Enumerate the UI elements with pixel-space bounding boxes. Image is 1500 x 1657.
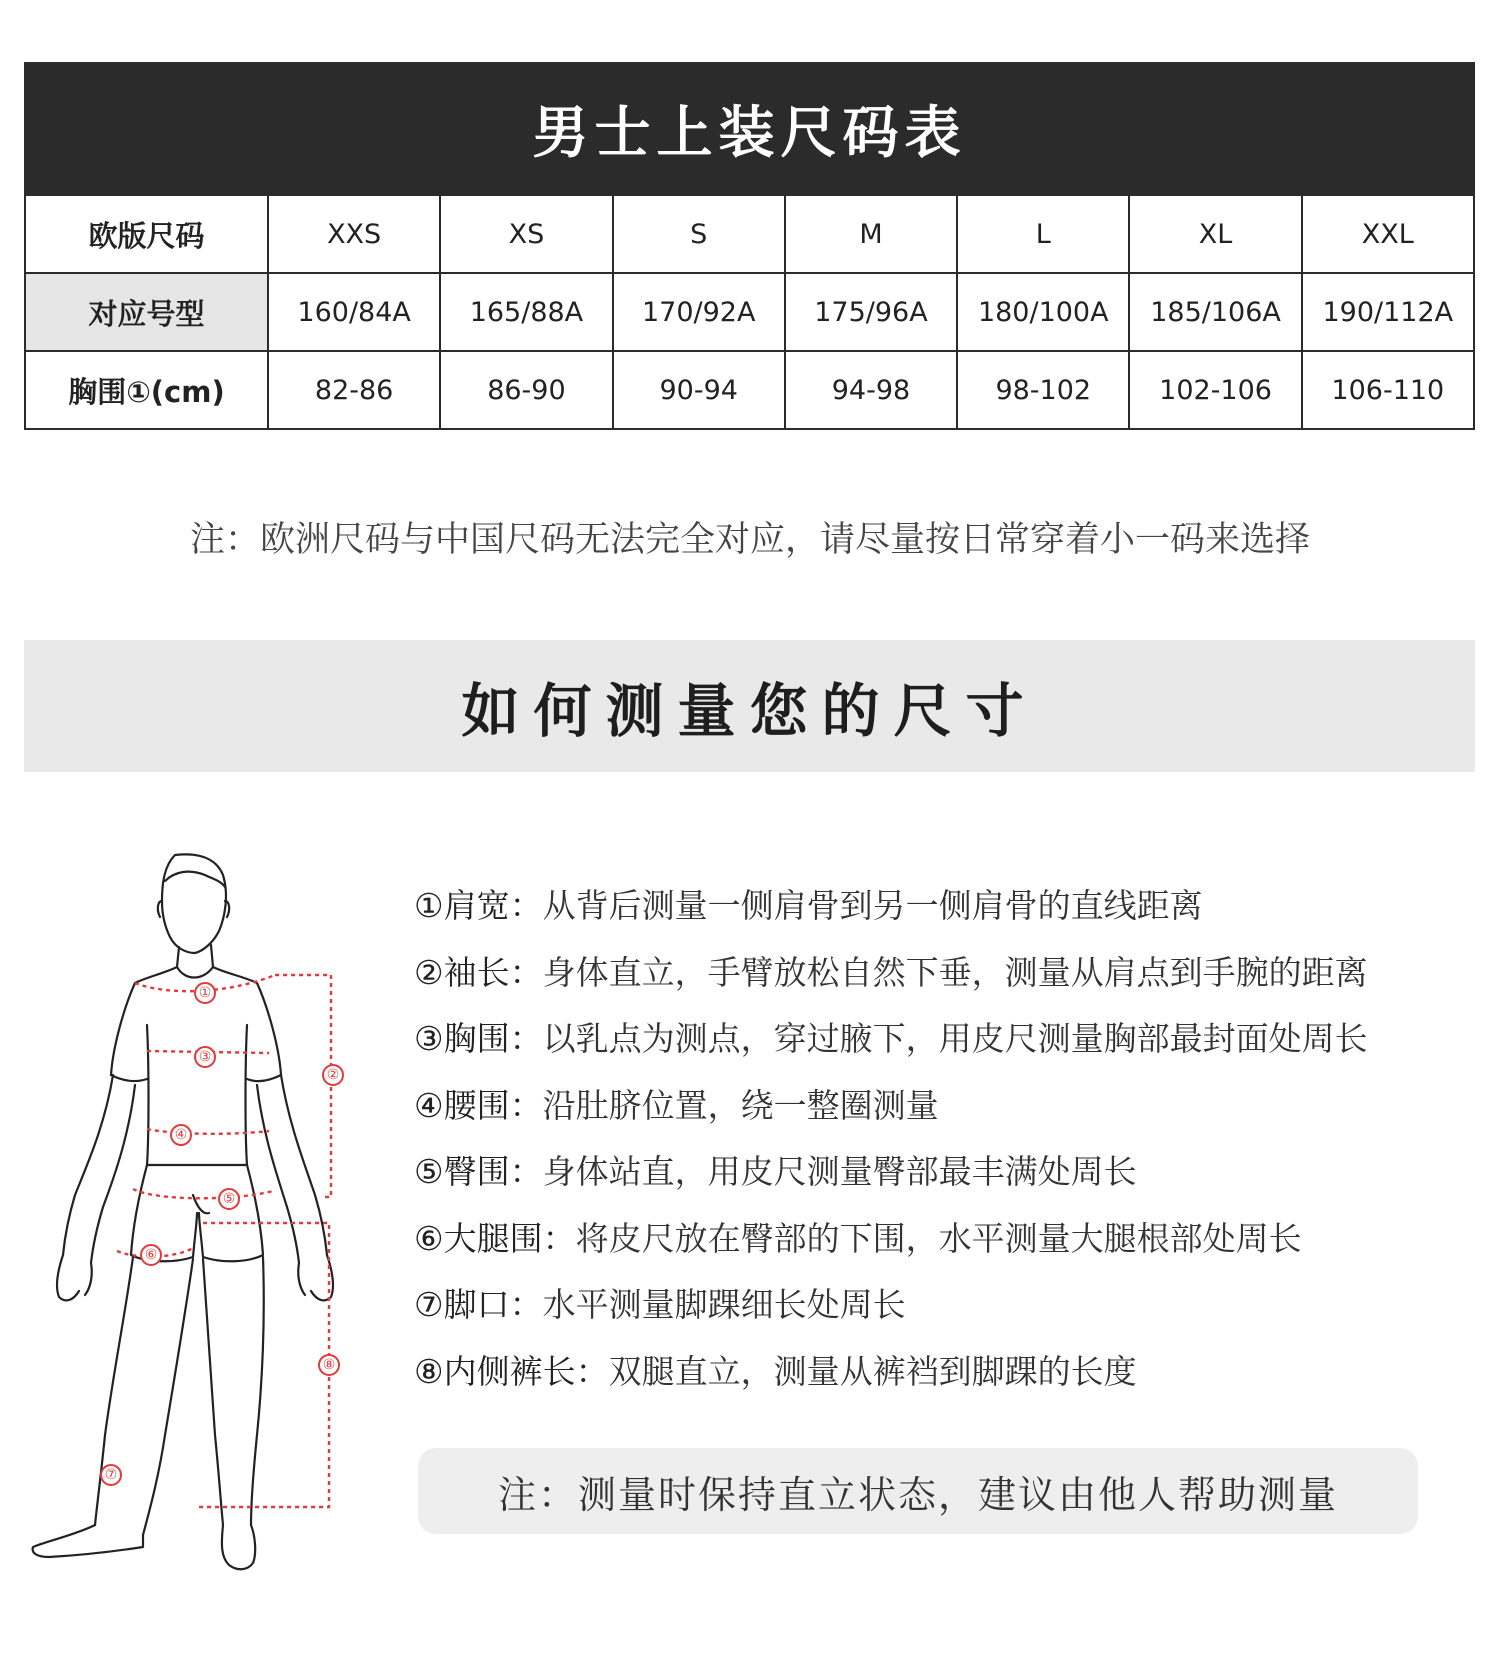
item-label: ⑧内侧裤长：	[414, 1351, 609, 1391]
item-label: ⑦脚口：	[414, 1285, 543, 1324]
item-label: ①肩宽：	[414, 886, 543, 925]
item-text: 从背后测量一侧肩骨到另一侧肩骨的直线距离	[542, 886, 1203, 925]
table-cell: 106-110	[1301, 352, 1473, 428]
table-cell: 98-102	[956, 352, 1128, 428]
marker-6: ⑥	[144, 1247, 158, 1263]
size-chart-table	[24, 62, 1475, 430]
marker-5: ⑤	[222, 1191, 236, 1207]
table-cell: 175/96A	[784, 274, 956, 350]
table-cell: 180/100A	[956, 274, 1128, 350]
list-item	[414, 947, 1368, 1014]
table-cell: XL	[1128, 196, 1300, 272]
item-label: ②袖长：	[414, 952, 543, 992]
table-cell: 160/84A	[267, 274, 439, 350]
table-cell: 82-86	[267, 352, 439, 428]
item-label: ④腰围：	[414, 1085, 543, 1125]
table-row	[26, 272, 1473, 350]
list-item	[414, 1080, 1368, 1147]
item-text: 以乳点为测点，穿过腋下，用皮尺测量胸部最封面处周长	[542, 1019, 1368, 1058]
table-cell: S	[612, 196, 784, 272]
measure-note: 注：测量时保持直立状态，建议由他人帮助测量	[418, 1448, 1418, 1534]
item-label: ⑥大腿围：	[414, 1218, 576, 1258]
measurement-instructions	[414, 880, 1368, 1412]
row-header: 欧版尺码	[88, 218, 205, 253]
table-cell: 190/112A	[1301, 274, 1473, 350]
table-cell: 94-98	[784, 352, 956, 428]
marker-3: ③	[198, 1049, 212, 1065]
table-cell: 165/88A	[439, 274, 611, 350]
table-cell: M	[784, 196, 956, 272]
marker-2: ②	[326, 1067, 340, 1083]
list-item	[414, 1279, 1368, 1346]
list-item	[414, 1213, 1368, 1280]
table-cell: 90-94	[612, 352, 784, 428]
table-cell: L	[956, 196, 1128, 272]
list-item	[414, 1146, 1368, 1213]
table-cell: XS	[439, 196, 611, 272]
item-label: ⑤臀围：	[414, 1152, 543, 1191]
table-cell: 86-90	[439, 352, 611, 428]
item-text: 将皮尺放在臀部的下围，水平测量大腿根部处周长	[575, 1218, 1302, 1258]
item-text: 沿肚脐位置，绕一整圈测量	[542, 1085, 939, 1125]
marker-1: ①	[198, 985, 212, 1001]
marker-8: ⑧	[322, 1357, 336, 1373]
item-text: 身体直立，手臂放松自然下垂，测量从肩点到手腕的距离	[542, 952, 1368, 992]
row-header: 对应号型	[26, 274, 267, 350]
marker-4: ④	[174, 1127, 188, 1143]
body-figure-illustration	[25, 835, 375, 1595]
table-cell: 185/106A	[1128, 274, 1300, 350]
list-item	[414, 1013, 1368, 1080]
item-text: 双腿直立，测量从裤裆到脚踝的长度	[608, 1351, 1137, 1391]
measure-section-title: 如何测量您的尺寸	[24, 640, 1475, 772]
item-text: 水平测量脚踝细长处周长	[542, 1285, 906, 1324]
table-row	[26, 194, 1473, 272]
row-header: 胸围①(cm)	[68, 374, 225, 409]
table-cell: 170/92A	[612, 274, 784, 350]
size-note: 注：欧洲尺码与中国尺码无法完全对应，请尽量按日常穿着小一码来选择	[189, 520, 1310, 560]
table-cell: XXS	[267, 196, 439, 272]
size-chart-title: 男士上装尺码表	[26, 64, 1473, 194]
item-text: 身体站直，用皮尺测量臀部最丰满处周长	[542, 1152, 1137, 1191]
list-item	[414, 1346, 1368, 1413]
table-cell: XXL	[1301, 196, 1473, 272]
list-item	[414, 880, 1368, 947]
marker-7: ⑦	[104, 1467, 118, 1483]
table-cell: 102-106	[1128, 352, 1300, 428]
table-row	[26, 350, 1473, 428]
item-label: ③胸围：	[414, 1019, 543, 1058]
